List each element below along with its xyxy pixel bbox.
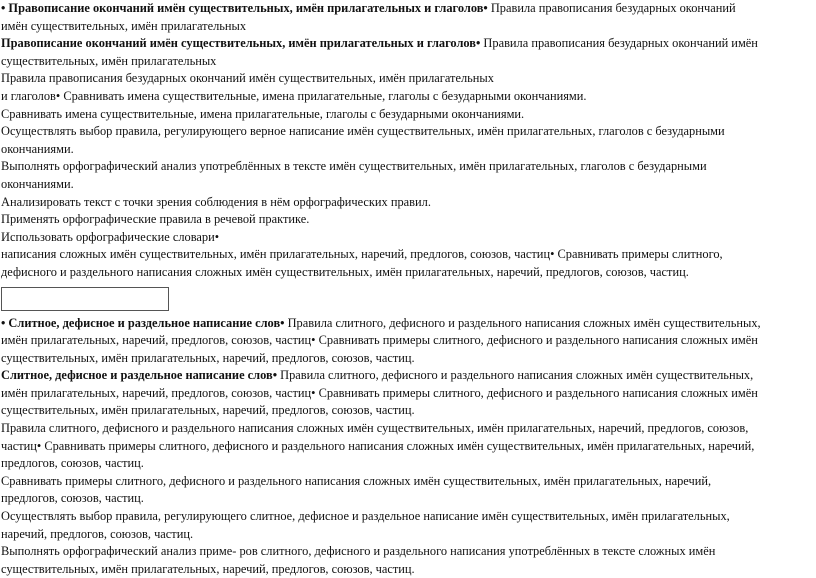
text-line: наречий, предлогов, союзов, частиц. [1, 526, 194, 541]
text-fragment: Правила правописания безударных окончаний [487, 1, 736, 15]
text-line: имён существительных, имён прилагательных [1, 18, 247, 33]
text-line: Сравнивать имена существительные, имена прилагательные, глаголы с безударными окончаниями. [1, 106, 525, 121]
text-line: предлогов, союзов, частиц. [1, 456, 144, 471]
empty-text-box[interactable] [1, 287, 169, 311]
document-body [1, 0, 813, 578]
heading-spelling-endings-2: Правописание окончаний имён существительных, имён прилагательных и глаголов• [1, 36, 481, 51]
text-line: имён прилагательных, наречий, предлогов, союзов, частиц• Сравнивать примеры слитного, дефисного и раздельного написания сложных имён [1, 385, 758, 400]
text-line: существительных, имён прилагательных [1, 53, 217, 68]
text-line [1, 35, 813, 53]
text-fragment: Правила правописания безударных окончаний имён [480, 36, 758, 51]
text-line: частиц• Сравнивать примеры слитного, дефисного и раздельного написания сложных имён существительных, имён прилагательных, наречий, [1, 438, 755, 453]
text-line: существительных, имён прилагательных, наречий, предлогов, союзов, частиц. [1, 403, 415, 418]
text-line: имён прилагательных, наречий, предлогов, союзов, частиц• Сравнивать примеры слитного, дефисного и раздельного написания сложных имён [1, 333, 758, 348]
text-line: предлогов, союзов, частиц. [1, 491, 144, 506]
text-line: окончаниями. [1, 176, 74, 191]
text-fragment: Правила слитного, дефисного и раздельного написания сложных имён существительных, [277, 368, 754, 383]
text-line: Выполнять орфографический анализ приме- ров слитного, дефисного и раздельного написания употреблённых в тексте сложных имён [1, 544, 716, 559]
text-line: Анализировать текст с точки зрения соблюдения в нём орфографических правил. [1, 194, 431, 209]
text-line [1, 315, 813, 333]
text-line: окончаниями. [1, 141, 74, 156]
text-line: Сравнивать примеры слитного, дефисного и раздельного написания сложных имён существительных, имён прилагательных, наречий, [1, 473, 712, 488]
text-line: Осуществлять выбор правила, регулирующего слитное, дефисное и раздельное написание имён существительных, имён прилагательных, [1, 509, 730, 524]
text-line: Осуществлять выбор правила, регулирующего верное написание имён существительных, имён прилагательных, глаголов с безударными [1, 124, 725, 139]
heading-spelling-endings: • Правописание окончаний имён существительных, имён прилагательных и глаголов• [1, 1, 488, 15]
heading-compound-spelling-2: Слитное, дефисное и раздельное написание слов• [1, 368, 278, 383]
text-line: Выполнять орфографический анализ употреблённых в тексте имён существительных, имён прилагательных, глаголов с безударными [1, 159, 707, 174]
text-line: Использовать орфографические словари• [1, 229, 220, 244]
heading-compound-spelling: • Слитное, дефисное и раздельное написание слов• [1, 315, 285, 330]
text-line [1, 367, 813, 385]
text-line: Правила слитного, дефисного и раздельного написания сложных имён существительных, имён прилагательных, наречий, предлогов, союзов, [1, 421, 749, 436]
text-line [1, 0, 813, 18]
text-line: существительных, имён прилагательных, наречий, предлогов, союзов, частиц. [1, 561, 415, 576]
text-line: Применять орфографические правила в речевой практике. [1, 212, 310, 227]
text-line: написания сложных имён существительных, имён прилагательных, наречий, предлогов, союзов, частиц• Сравнивать примеры слитного, [1, 247, 723, 262]
text-line: и глаголов• Сравнивать имена существительные, имена прилагательные, глаголы с безударными окончаниями. [1, 88, 587, 103]
text-line: дефисного и раздельного написания сложных имён существительных, имён прилагательных, наречий, предлогов, союзов, частиц. [1, 264, 689, 279]
text-line: существительных, имён прилагательных, наречий, предлогов, союзов, частиц. [1, 350, 415, 365]
text-line: Правила правописания безударных окончаний имён существительных, имён прилагательных [1, 71, 494, 86]
text-fragment: Правила слитного, дефисного и раздельного написания сложных имён существительных, [284, 315, 761, 330]
